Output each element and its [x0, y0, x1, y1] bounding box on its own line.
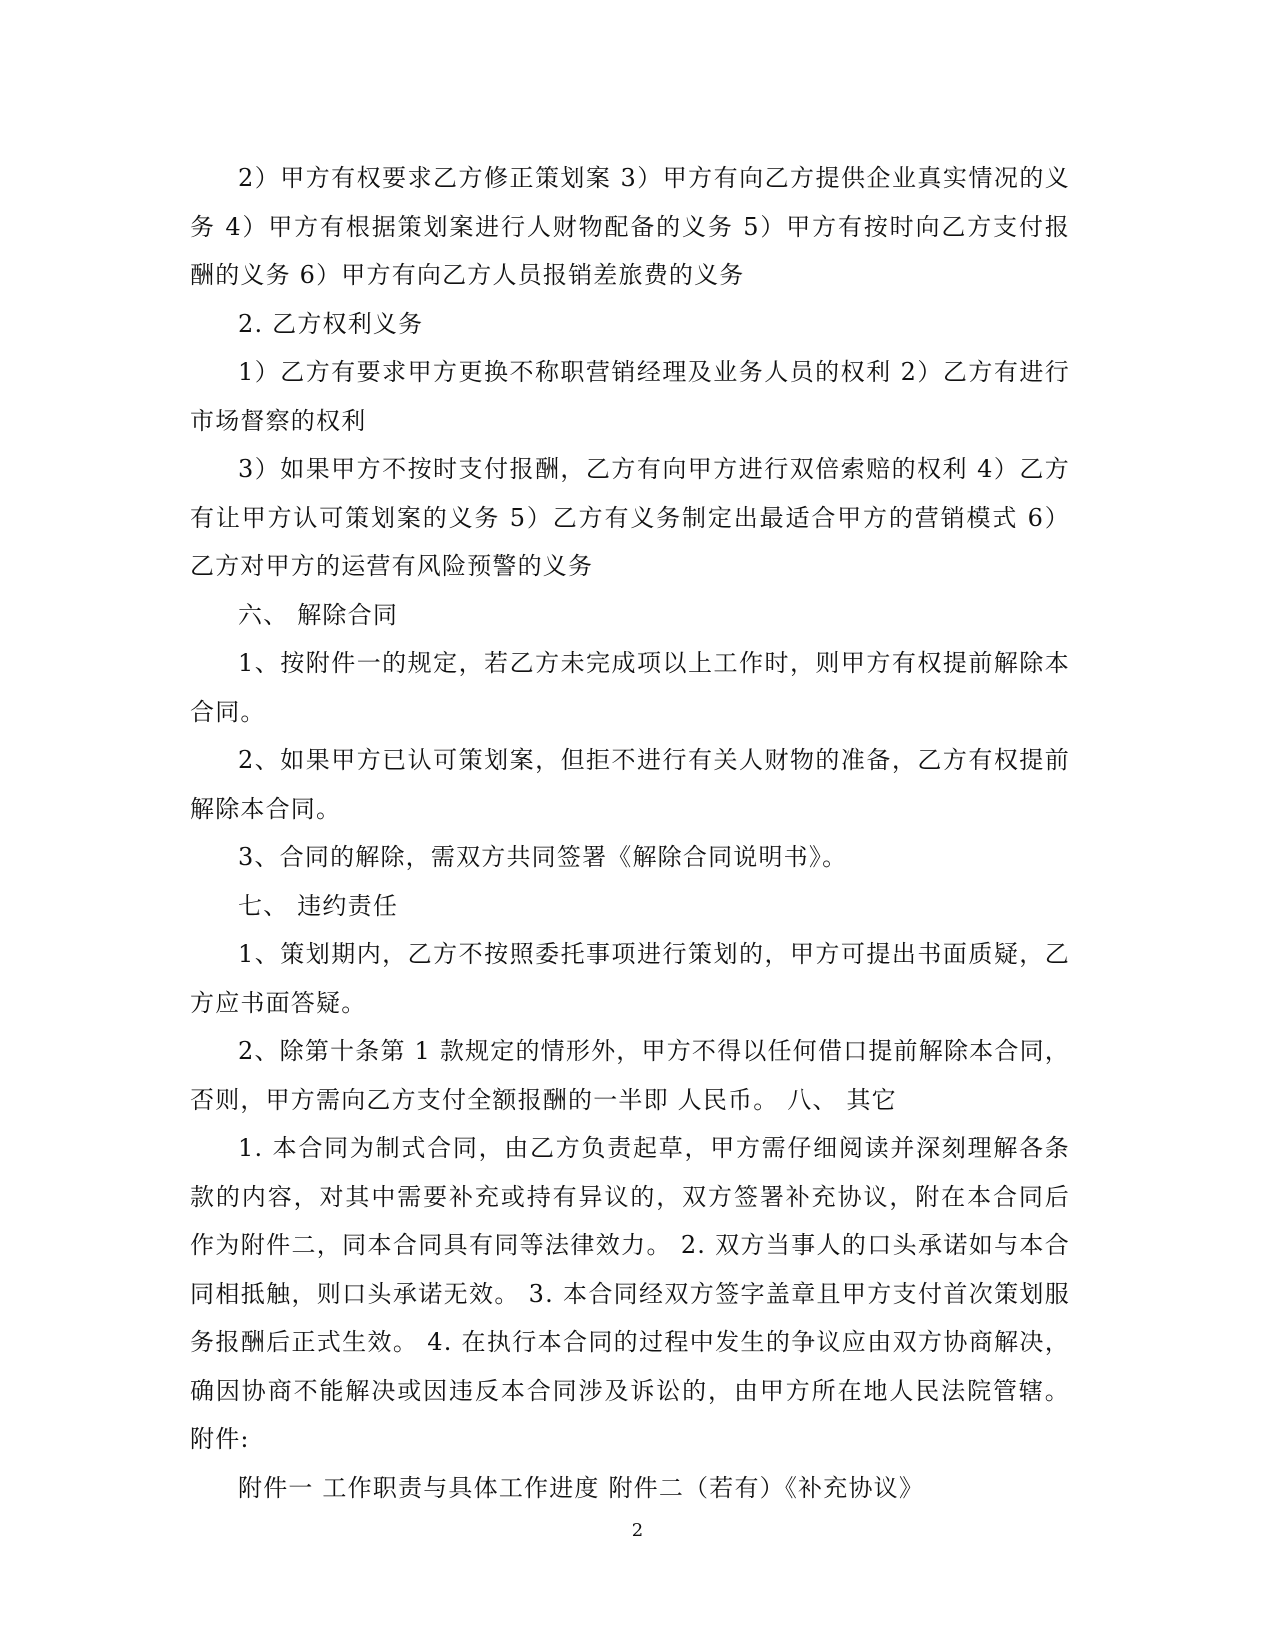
section-heading-termination: 六、 解除合同	[238, 600, 399, 629]
document-body	[190, 154, 1070, 1512]
paragraph-breach-1: 1、策划期内，乙方不按照委托事项进行策划的，甲方可提出书面质疑，乙方应书面答疑。	[190, 940, 1070, 1017]
paragraph-attachments: 附件一 工作职责与具体工作进度 附件二（若有）《补充协议》	[238, 1473, 925, 1502]
paragraph-termination-2: 2、如果甲方已认可策划案，但拒不进行有关人财物的准备，乙方有权提前解除本合同。	[190, 746, 1070, 823]
paragraph-other-terms: 1. 本合同为制式合同，由乙方负责起草，甲方需仔细阅读并深刻理解各条款的内容，对其中需要补充或持有异议的，双方签署补充协议，附在本合同后作为附件二，同本合同具有同等法律效力。 2. 双方当事人的口头承诺如与本合同相抵触，则口头承诺无效。 3. 本合同经双方签字盖章且甲方支付首次策划服务报酬后正式生效。 4. 在执行本合同的过程中发生的争议应由双方协商解决，确因协商不能解决或因违反本合同涉及诉讼的，由甲方所在地人民法院管辖。 附件:	[190, 1134, 1070, 1453]
paragraph-party-b-rights: 1）乙方有要求甲方更换不称职营销经理及业务人员的权利 2）乙方有进行市场督察的权利	[190, 358, 1070, 435]
paragraph-breach-2: 2、除第十条第 1 款规定的情形外，甲方不得以任何借口提前解除本合同，否则，甲方需向乙方支付全额报酬的一半即 人民币。 八、 其它	[190, 1037, 1070, 1114]
page-number: 2	[631, 1520, 644, 1541]
paragraph-party-b-duties: 3）如果甲方不按时支付报酬，乙方有向甲方进行双倍索赔的权利 4）乙方有让甲方认可策划案的义务 5）乙方有义务制定出最适合甲方的营销模式 6）乙方对甲方的运营有风险预警的义务	[190, 455, 1070, 580]
section-heading-breach: 七、 违约责任	[238, 891, 399, 920]
paragraph-party-b-heading: 2. 乙方权利义务	[238, 309, 424, 338]
paragraph-termination-1: 1、按附件一的规定，若乙方未完成项以上工作时，则甲方有权提前解除本合同。	[190, 649, 1070, 726]
paragraph-termination-3: 3、合同的解除，需双方共同签署《解除合同说明书》。	[238, 843, 848, 871]
paragraph-party-a-duties: 2）甲方有权要求乙方修正策划案 3）甲方有向乙方提供企业真实情况的义务 4）甲方有根据策划案进行人财物配备的义务 5）甲方有按时向乙方支付报酬的义务 6）甲方有向乙方人员报销差旅费的义务	[190, 164, 1070, 289]
